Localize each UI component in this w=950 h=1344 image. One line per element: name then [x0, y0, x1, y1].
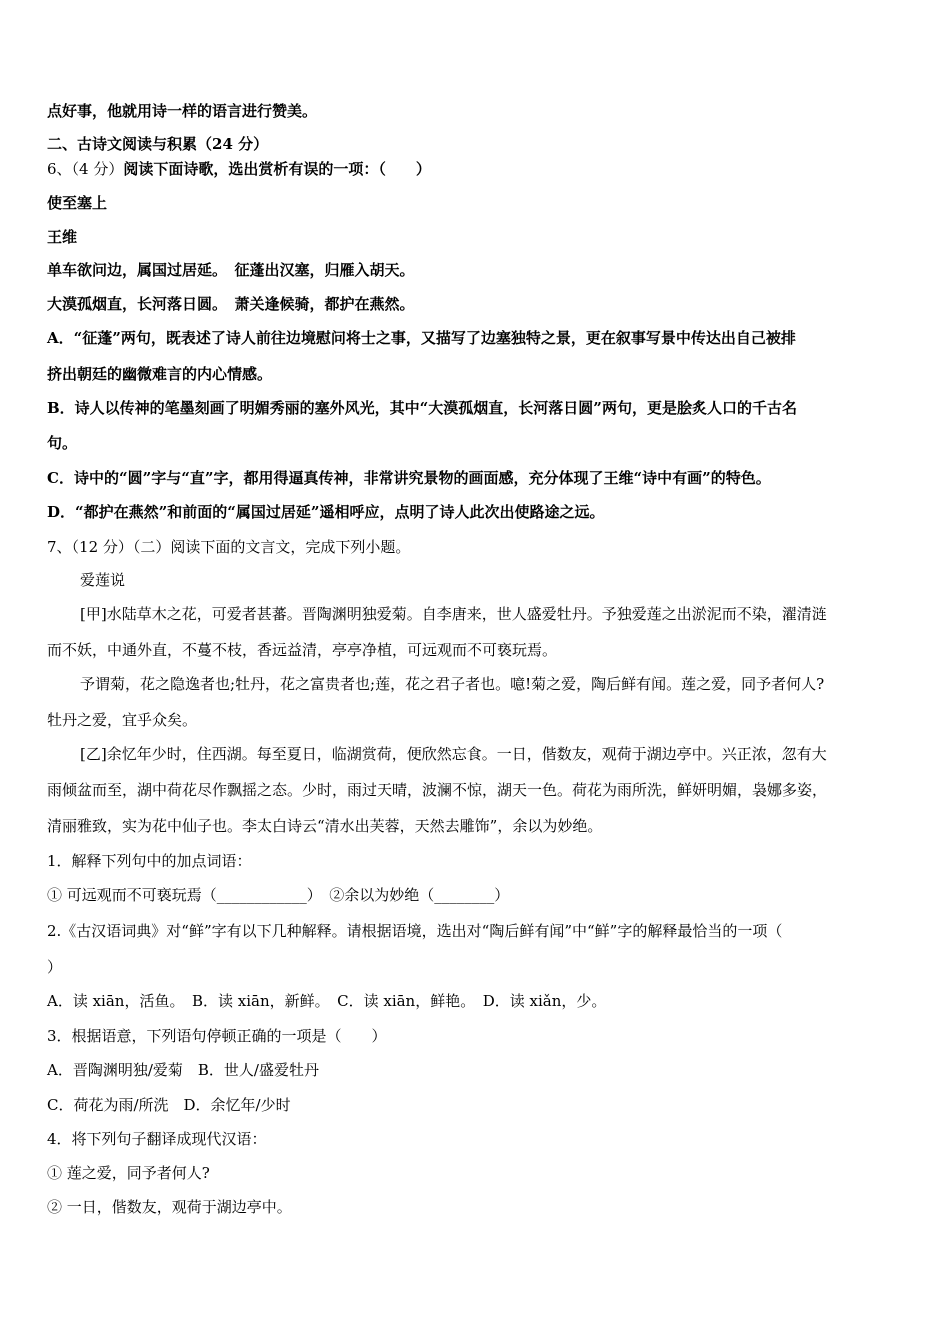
option-d: D．“都护在燕然”和前面的“属国过居延”遥相呼应，点明了诗人此次出使路途之远。 — [47, 503, 605, 521]
passage-line: [乙]余忆年少时，住西湖。每至夏日，临湖赏荷，便欣然忘食。一日，偕数友，观荷于湖边亭中。兴正浓，忽有大 — [80, 745, 827, 763]
passage-line: 而不妖，中通外直，不蔓不枝，香远益清，亭亭净植，可远观而不可亵玩焉。 — [47, 641, 558, 659]
option-b: B．诗人以传神的笔墨刻画了明媚秀丽的塞外风光，其中“大漠孤烟直，长河落日圆”两句，更是脍炙人口的千古名 — [47, 399, 797, 417]
passage-line: 予谓菊，花之隐逸者也;牡丹，花之富贵者也;莲，花之君子者也。噫!菊之爱，陶后鲜有闻。莲之爱，同予者何人? — [80, 675, 825, 693]
poem-line: 大漠孤烟直，长河落日圆。 萧关逢候骑，都护在燕然。 — [47, 295, 415, 313]
question-6 — [47, 158, 907, 180]
subquestion-2-cont: ） — [47, 958, 63, 976]
subquestion-4-item: ② 一日，偕数友，观荷于湖边亭中。 — [47, 1198, 292, 1216]
question-number: 6、（4 分） — [47, 160, 124, 178]
question-7: 7、（12 分）（二）阅读下面的文言文，完成下列小题。 — [47, 538, 411, 556]
text-line: 点好事，他就用诗一样的语言进行赞美。 — [47, 102, 318, 120]
subquestion-2: 2.《古汉语词典》对“鲜”字有以下几种解释。请根据语境，选出对“陶后鲜有闻”中“鲜”字的解释最恰当的一项（ — [47, 922, 783, 940]
option-a-cont: 挤出朝廷的幽微难言的内心情感。 — [47, 365, 273, 383]
poem-line: 单车欲问边，属国过居延。 征蓬出汉塞，归雁入胡天。 — [47, 261, 415, 279]
subquestion-1: 1．解释下列句中的加点词语： — [47, 852, 252, 870]
question-prompt: 阅读下面诗歌，选出赏析有误的一项：（ ） — [123, 160, 431, 178]
subquestion-3-options: A．晋陶渊明独/爱菊 B．世人/盛爱牡丹 — [47, 1061, 319, 1079]
section-heading: 二、古诗文阅读与积累（24 分） — [47, 135, 269, 153]
passage-title: 爱莲说 — [80, 571, 126, 589]
passage-line: 雨倾盆而至，湖中荷花尽作飘摇之态。少时，雨过天晴，波澜不惊，湖天一色。荷花为雨所洗，鲜妍明媚，袅娜多姿， — [47, 781, 828, 799]
poem-author: 王维 — [47, 228, 78, 246]
subquestion-4: 4．将下列句子翻译成现代汉语： — [47, 1130, 267, 1148]
subquestion-1-blanks: ① 可远观而不可亵玩焉（____________） ②余以为妙绝（________） — [47, 886, 510, 904]
subquestion-3: 3．根据语意，下列语句停顿正确的一项是（ ） — [47, 1027, 387, 1045]
passage-line: [甲]水陆草木之花，可爱者甚蕃。晋陶渊明独爱菊。自李唐来，世人盛爱牡丹。予独爱莲之出淤泥而不染，濯清涟 — [80, 605, 827, 623]
passage-line: 牡丹之爱，宜乎众矣。 — [47, 711, 198, 729]
subquestion-4-item: ① 莲之爱，同予者何人? — [47, 1164, 210, 1182]
passage-line: 清丽雅致，实为花中仙子也。李太白诗云“清水出芙蓉，天然去雕饰”，余以为妙绝。 — [47, 817, 603, 835]
subquestion-2-options: A．读 xiān，活鱼。 B．读 xiān，新鲜。 C．读 xiān，鲜艳。 D．读 xiǎn，少。 — [47, 992, 607, 1010]
poem-title: 使至塞上 — [47, 194, 108, 212]
option-b-cont: 句。 — [47, 434, 78, 452]
subquestion-3-options: C．荷花为雨/所洗 D．余忆年/少时 — [47, 1096, 291, 1114]
option-c: C．诗中的“圆”字与“直”字，都用得逼真传神，非常讲究景物的画面感，充分体现了王维“诗中有画”的特色。 — [47, 469, 771, 487]
option-a: A．“征蓬”两句，既表述了诗人前往边境慰问将士之事，又描写了边塞独特之景，更在叙事写景中传达出自己被排 — [47, 329, 796, 347]
